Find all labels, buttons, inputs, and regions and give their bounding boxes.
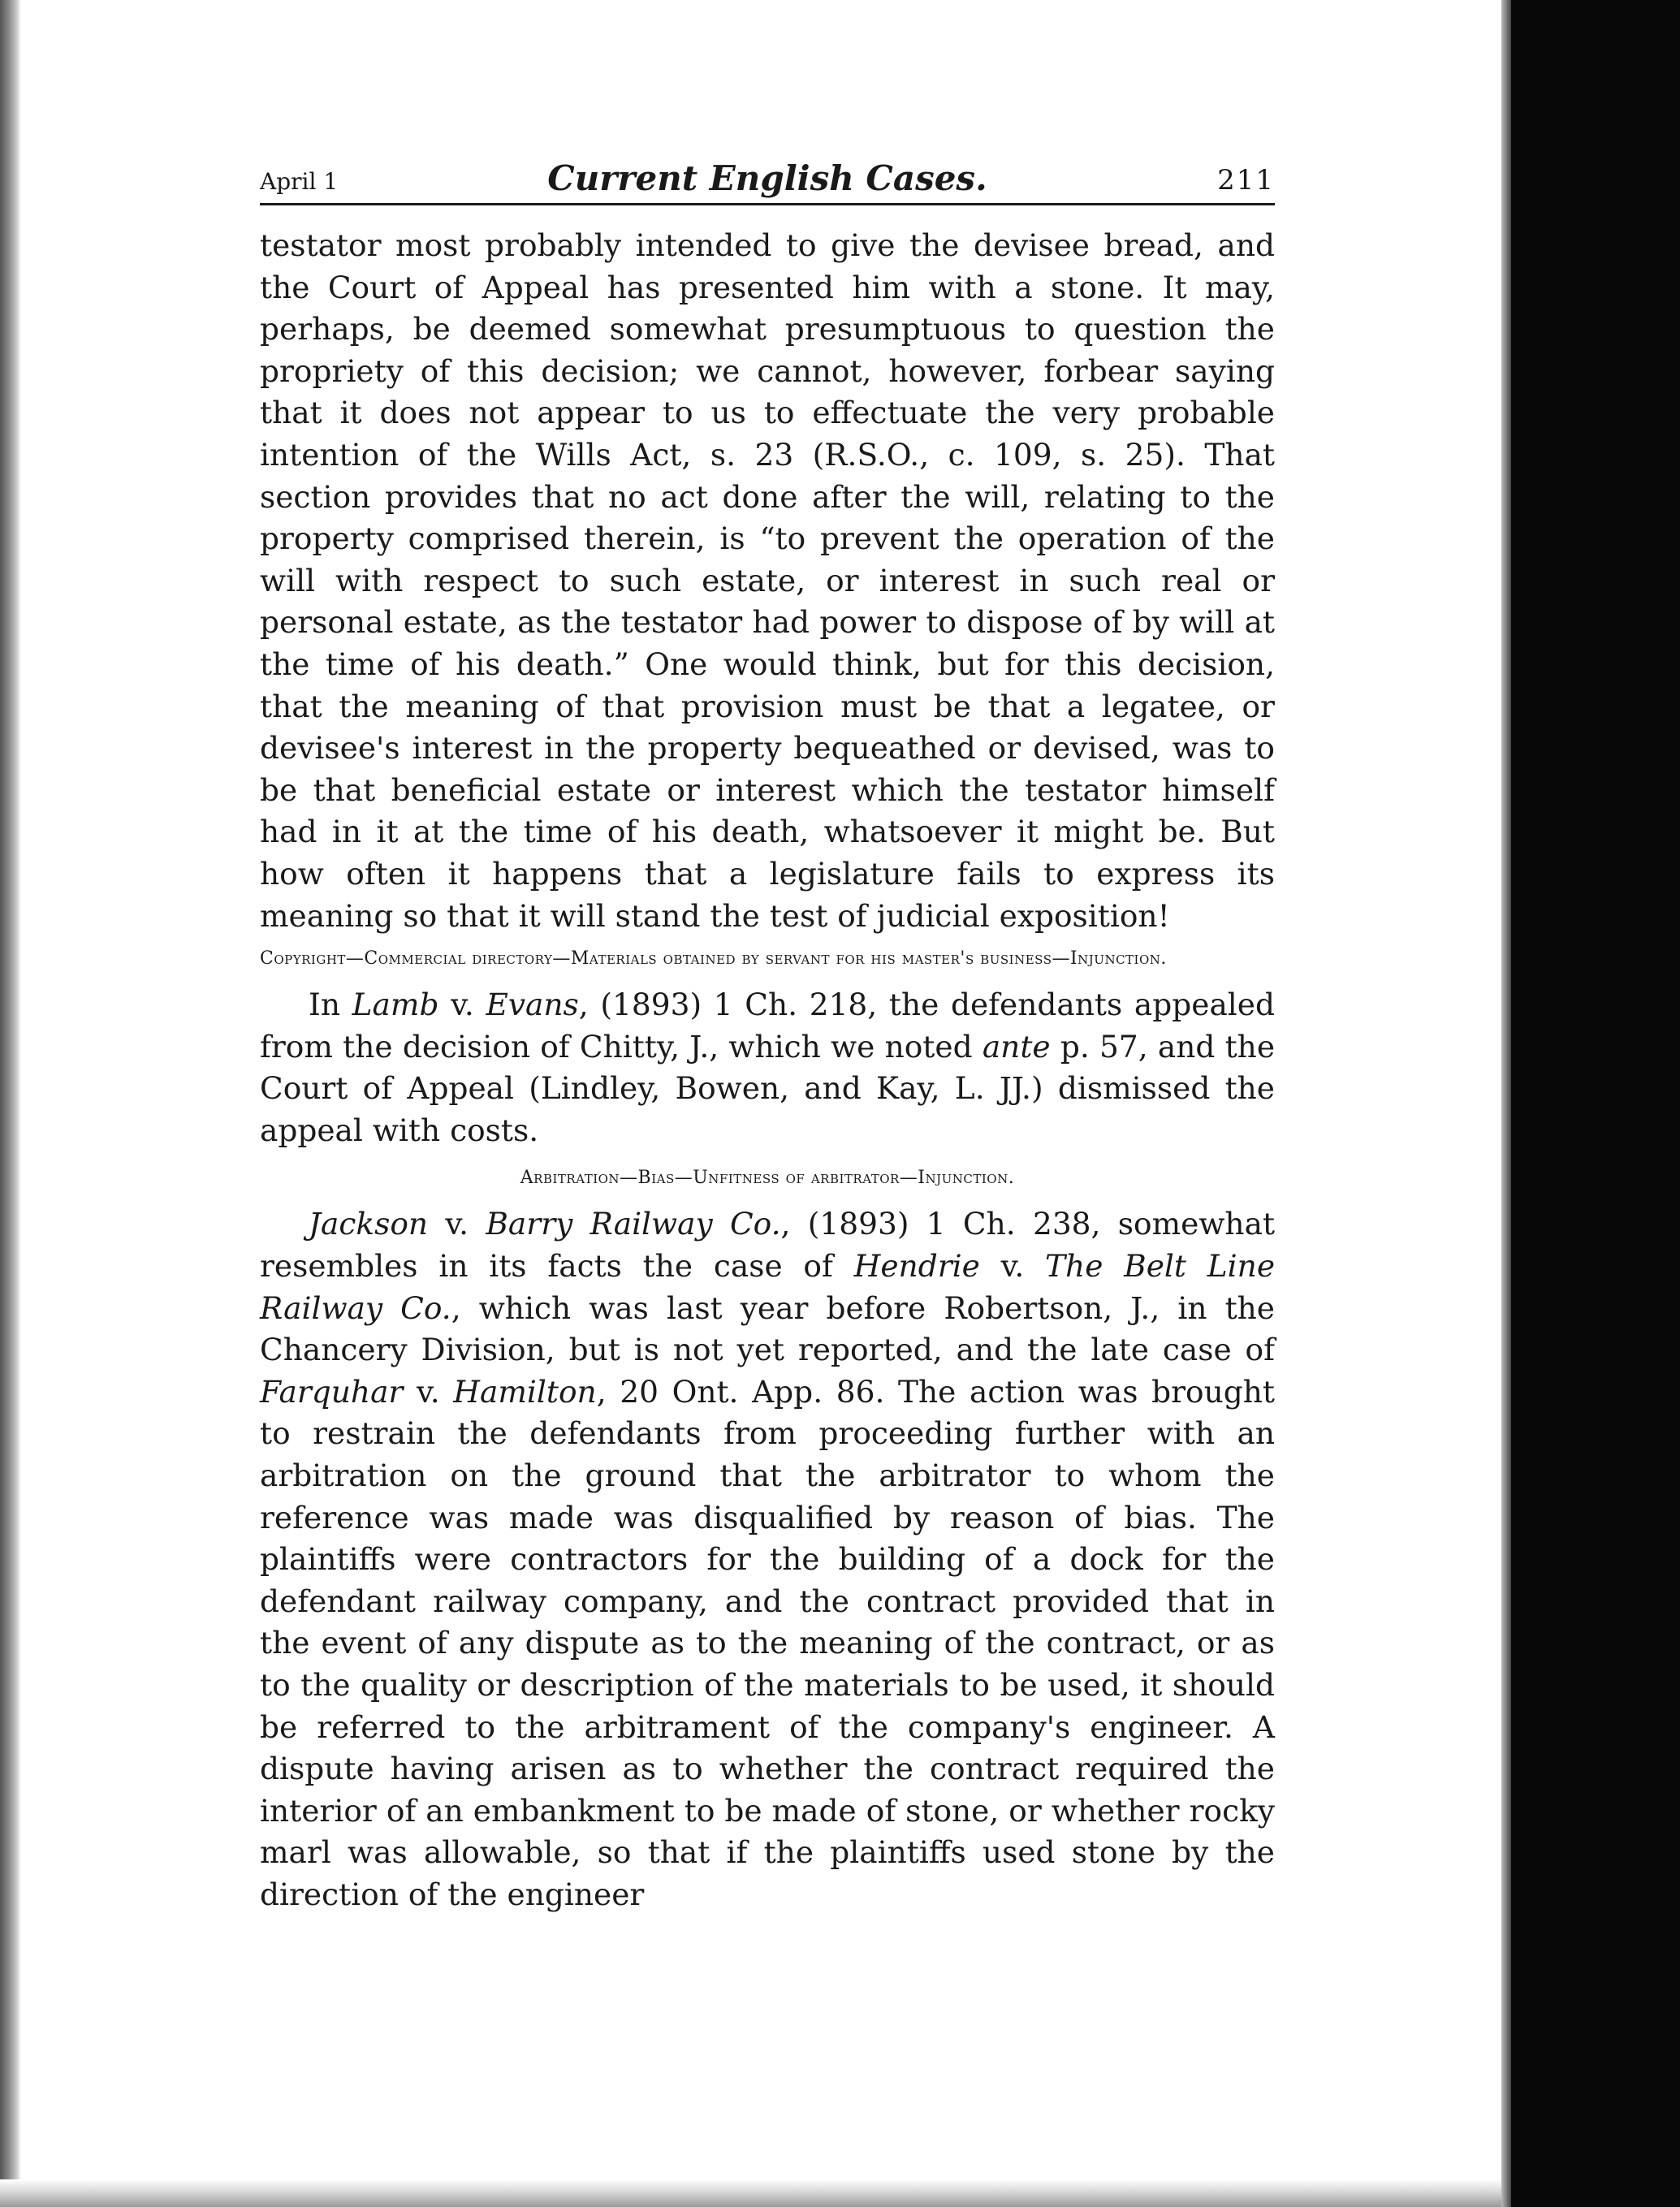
scan-bottom-edge (0, 2179, 1510, 2207)
p3-v2: v. (979, 1248, 1046, 1285)
body-text (260, 225, 1275, 1916)
p2-pre: In (309, 987, 352, 1023)
document-page (260, 154, 1275, 1916)
p2-mid: , (1893) 1 Ch. 218, the defendants appealed from the decision of Chitty, J., which we noted (260, 987, 1275, 1065)
paragraph-2 (260, 984, 1275, 1151)
p3-mid1: , (1893) 1 Ch. 238, somewhat resembles in its facts the case of (260, 1206, 1276, 1285)
running-header (260, 154, 1275, 205)
section-heading-arbitration: Arbitration—Bias—Unfitness of arbitrator—Injunction. (520, 1168, 1015, 1189)
case-name-evans: Evans (486, 987, 579, 1023)
case-name-jackson: Jackson (309, 1206, 429, 1242)
p3-v1: v. (428, 1206, 486, 1242)
case-name-belt-line: The Belt Line Railway Co. (260, 1248, 1276, 1326)
p3-post: , 20 Ont. App. 86. The action was brought to restrain the defendants from proceeding further with an arbitration on the ground that the arbitrator to whom the reference was made was disqualified by reason of bias. The plaintiffs were contractors for the building of a dock for the defendant railway company, and the contract provided that in the event of any dispute as to the meaning of the contract, or as to the quality or description of the materials to be used, it should be referred to the arbitrament of the company's engineer. A dispute having arisen as to whether the contract required the interior of an embankment to be made of stone, or whether rocky marl was allowable, so that if the plaintiffs used stone by the direction of the engineer (260, 1373, 1275, 1912)
p2-v: v. (438, 987, 486, 1023)
header-title: Current English Cases. (547, 158, 987, 198)
paragraph-3 (260, 1203, 1275, 1915)
p3-v3: v. (403, 1373, 454, 1410)
paragraph-1: testator most probably intended to give the devisee bread, and the Court of Appeal has presented him with a stone. It may, perhaps, be deemed somewhat presumptuous to question the propriety of this decision; we cannot, however, forbear saying that it does not appear to us to effectuate the very probable intention of the Wills Act, s. 23 (R.S.O., c. 109, s. 25). That section provides that no act done after the will, relating to the property comprised therein, is “to prevent the operation of the will with respect to such estate, or interest in such real or personal estate, as the testator had power to dispose of by will at the time of his death.” One would think, but for this decision, that the meaning of that provision must be that a legatee, or devisee's interest in the property bequeathed or devised, was to be that beneficial estate or interest which the testator himself had in it at the time of his death, whatsoever it might be. But how often it happens that a legislature fails to express its meaning so that it will stand the test of judicial exposition! (260, 227, 1275, 934)
page-number: 211 (1217, 164, 1275, 197)
case-name-barry-railway: Barry Railway Co. (486, 1206, 781, 1242)
header-date: April 1 (260, 168, 339, 195)
case-name-farquhar: Farquhar (260, 1373, 404, 1410)
case-name-hamilton: Hamilton (453, 1373, 597, 1410)
scan-right-dark-edge (1501, 0, 1680, 2207)
case-name-hendrie: Hendrie (853, 1248, 980, 1285)
case-name-lamb: Lamb (352, 987, 439, 1023)
section-heading-copyright: Copyright—Commercial directory—Materials obtained by servant for his master's business—Injunction. (260, 948, 1167, 970)
scan-left-edge (0, 0, 21, 2207)
p2-post: p. 57, and the Court of Appeal (Lindley, Bowen, and Kay, L. JJ.) dismissed the appeal with costs. (260, 1028, 1276, 1148)
p3-mid2: , which was last year before Robertson, J., in the Chancery Division, but is not yet reported, and the late case of (260, 1289, 1275, 1368)
ante-word: ante (982, 1028, 1051, 1065)
